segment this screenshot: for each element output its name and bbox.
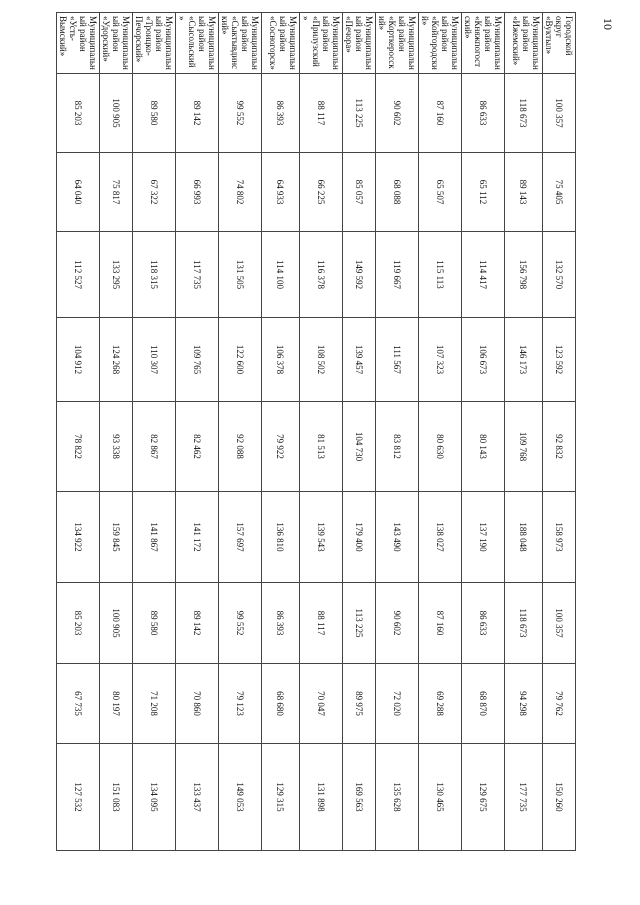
value-cell: 151 083 <box>100 744 133 851</box>
value-cell: 69 288 <box>419 664 462 744</box>
table-row <box>505 13 543 851</box>
value-cell: 114 417 <box>462 232 505 318</box>
page-number: 10 <box>601 18 615 30</box>
value-cell: 109 765 <box>176 318 219 402</box>
rotated-table-container <box>58 12 576 850</box>
value-cell: 137 190 <box>462 492 505 583</box>
value-cell: 134 095 <box>133 744 176 851</box>
value-cell: 89 143 <box>505 153 543 232</box>
value-cell: 106 673 <box>462 318 505 402</box>
value-cell: 86 633 <box>462 583 505 664</box>
value-cell: 90 602 <box>376 74 419 153</box>
value-cell: 87 160 <box>419 74 462 153</box>
table-row <box>176 13 219 851</box>
value-cell: 108 502 <box>300 318 343 402</box>
value-cell: 100 905 <box>100 583 133 664</box>
value-cell: 93 338 <box>100 402 133 492</box>
value-cell: 149 592 <box>343 232 376 318</box>
district-name-cell: Муниципальный район «Корткеросский» <box>376 13 419 74</box>
value-cell: 157 697 <box>219 492 262 583</box>
value-cell: 70 047 <box>300 664 343 744</box>
table-row <box>219 13 262 851</box>
value-cell: 89 580 <box>133 583 176 664</box>
table-row <box>57 13 100 851</box>
value-cell: 89 142 <box>176 74 219 153</box>
district-name-cell: Муниципальный район «Сыктывдинский» <box>219 13 262 74</box>
value-cell: 68 870 <box>462 664 505 744</box>
value-cell: 89 142 <box>176 583 219 664</box>
value-cell: 131 505 <box>219 232 262 318</box>
value-cell: 92 088 <box>219 402 262 492</box>
value-cell: 79 762 <box>543 664 576 744</box>
data-table <box>56 12 576 851</box>
value-cell: 110 307 <box>133 318 176 402</box>
district-name-cell: Муниципальный район «Койгородский» <box>419 13 462 74</box>
value-cell: 134 922 <box>57 492 100 583</box>
value-cell: 75 817 <box>100 153 133 232</box>
value-cell: 85 203 <box>57 583 100 664</box>
value-cell: 87 160 <box>419 583 462 664</box>
value-cell: 123 592 <box>543 318 576 402</box>
value-cell: 138 027 <box>419 492 462 583</box>
value-cell: 127 532 <box>57 744 100 851</box>
value-cell: 99 552 <box>219 74 262 153</box>
value-cell: 113 225 <box>343 583 376 664</box>
value-cell: 82 867 <box>133 402 176 492</box>
value-cell: 70 860 <box>176 664 219 744</box>
district-name-cell: Муниципальный район «Печора» <box>343 13 376 74</box>
district-name-cell: Муниципальный район «Удорский» <box>100 13 133 74</box>
value-cell: 86 393 <box>262 74 300 153</box>
value-cell: 131 898 <box>300 744 343 851</box>
table-row <box>300 13 343 851</box>
value-cell: 146 173 <box>505 318 543 402</box>
value-cell: 116 378 <box>300 232 343 318</box>
value-cell: 79 922 <box>262 402 300 492</box>
value-cell: 141 172 <box>176 492 219 583</box>
value-cell: 64 933 <box>262 153 300 232</box>
value-cell: 113 225 <box>343 74 376 153</box>
district-name-cell: Муниципальный район «Прилузский» <box>300 13 343 74</box>
district-name-cell: Муниципальный район «Ижемский» <box>505 13 543 74</box>
value-cell: 130 465 <box>419 744 462 851</box>
value-cell: 109 768 <box>505 402 543 492</box>
value-cell: 117 735 <box>176 232 219 318</box>
table-row <box>419 13 462 851</box>
value-cell: 80 630 <box>419 402 462 492</box>
value-cell: 100 905 <box>100 74 133 153</box>
value-cell: 64 040 <box>57 153 100 232</box>
value-cell: 99 552 <box>219 583 262 664</box>
value-cell: 141 867 <box>133 492 176 583</box>
value-cell: 118 315 <box>133 232 176 318</box>
value-cell: 85 203 <box>57 74 100 153</box>
value-cell: 159 845 <box>100 492 133 583</box>
value-cell: 66 993 <box>176 153 219 232</box>
value-cell: 89 975 <box>343 664 376 744</box>
value-cell: 89 580 <box>133 74 176 153</box>
value-cell: 71 208 <box>133 664 176 744</box>
value-cell: 136 810 <box>262 492 300 583</box>
value-cell: 156 798 <box>505 232 543 318</box>
value-cell: 149 053 <box>219 744 262 851</box>
value-cell: 111 567 <box>376 318 419 402</box>
value-cell: 169 563 <box>343 744 376 851</box>
table-row <box>262 13 300 851</box>
value-cell: 118 673 <box>505 583 543 664</box>
table-row <box>376 13 419 851</box>
value-cell: 119 667 <box>376 232 419 318</box>
value-cell: 78 822 <box>57 402 100 492</box>
value-cell: 92 832 <box>543 402 576 492</box>
table-body <box>57 13 576 851</box>
value-cell: 68 088 <box>376 153 419 232</box>
table-row <box>543 13 576 851</box>
value-cell: 179 400 <box>343 492 376 583</box>
value-cell: 90 602 <box>376 583 419 664</box>
value-cell: 85 057 <box>343 153 376 232</box>
district-name-cell: Муниципальный район «Троицко-Печорский» <box>133 13 176 74</box>
value-cell: 106 378 <box>262 318 300 402</box>
value-cell: 83 812 <box>376 402 419 492</box>
value-cell: 133 437 <box>176 744 219 851</box>
value-cell: 79 123 <box>219 664 262 744</box>
district-name-cell: Муниципальный район «Усть-Вымский» <box>57 13 100 74</box>
value-cell: 104 912 <box>57 318 100 402</box>
value-cell: 88 117 <box>300 583 343 664</box>
value-cell: 115 113 <box>419 232 462 318</box>
value-cell: 118 673 <box>505 74 543 153</box>
value-cell: 94 298 <box>505 664 543 744</box>
value-cell: 112 527 <box>57 232 100 318</box>
table-row <box>343 13 376 851</box>
value-cell: 65 507 <box>419 153 462 232</box>
value-cell: 135 628 <box>376 744 419 851</box>
value-cell: 143 490 <box>376 492 419 583</box>
value-cell: 139 457 <box>343 318 376 402</box>
value-cell: 129 675 <box>462 744 505 851</box>
value-cell: 80 143 <box>462 402 505 492</box>
value-cell: 150 260 <box>543 744 576 851</box>
value-cell: 132 570 <box>543 232 576 318</box>
value-cell: 158 973 <box>543 492 576 583</box>
value-cell: 188 048 <box>505 492 543 583</box>
value-cell: 88 117 <box>300 74 343 153</box>
value-cell: 124 268 <box>100 318 133 402</box>
value-cell: 72 020 <box>376 664 419 744</box>
value-cell: 100 357 <box>543 74 576 153</box>
value-cell: 67 322 <box>133 153 176 232</box>
district-name-cell: Муниципальный район «Сосногорск» <box>262 13 300 74</box>
value-cell: 107 323 <box>419 318 462 402</box>
value-cell: 100 357 <box>543 583 576 664</box>
value-cell: 80 197 <box>100 664 133 744</box>
value-cell: 65 112 <box>462 153 505 232</box>
value-cell: 66 225 <box>300 153 343 232</box>
value-cell: 139 543 <box>300 492 343 583</box>
value-cell: 75 405 <box>543 153 576 232</box>
value-cell: 82 462 <box>176 402 219 492</box>
value-cell: 177 735 <box>505 744 543 851</box>
value-cell: 122 600 <box>219 318 262 402</box>
value-cell: 74 802 <box>219 153 262 232</box>
value-cell: 68 680 <box>262 664 300 744</box>
value-cell: 114 100 <box>262 232 300 318</box>
table-row <box>100 13 133 851</box>
district-name-cell: Городской округ «Вуктыл» <box>543 13 576 74</box>
value-cell: 81 513 <box>300 402 343 492</box>
table-row <box>133 13 176 851</box>
value-cell: 129 315 <box>262 744 300 851</box>
district-name-cell: Муниципальный район «Княжпогостский» <box>462 13 505 74</box>
value-cell: 104 730 <box>343 402 376 492</box>
value-cell: 86 633 <box>462 74 505 153</box>
value-cell: 67 735 <box>57 664 100 744</box>
table-row <box>462 13 505 851</box>
value-cell: 133 295 <box>100 232 133 318</box>
value-cell: 86 393 <box>262 583 300 664</box>
district-name-cell: Муниципальный район «Сысольский» <box>176 13 219 74</box>
